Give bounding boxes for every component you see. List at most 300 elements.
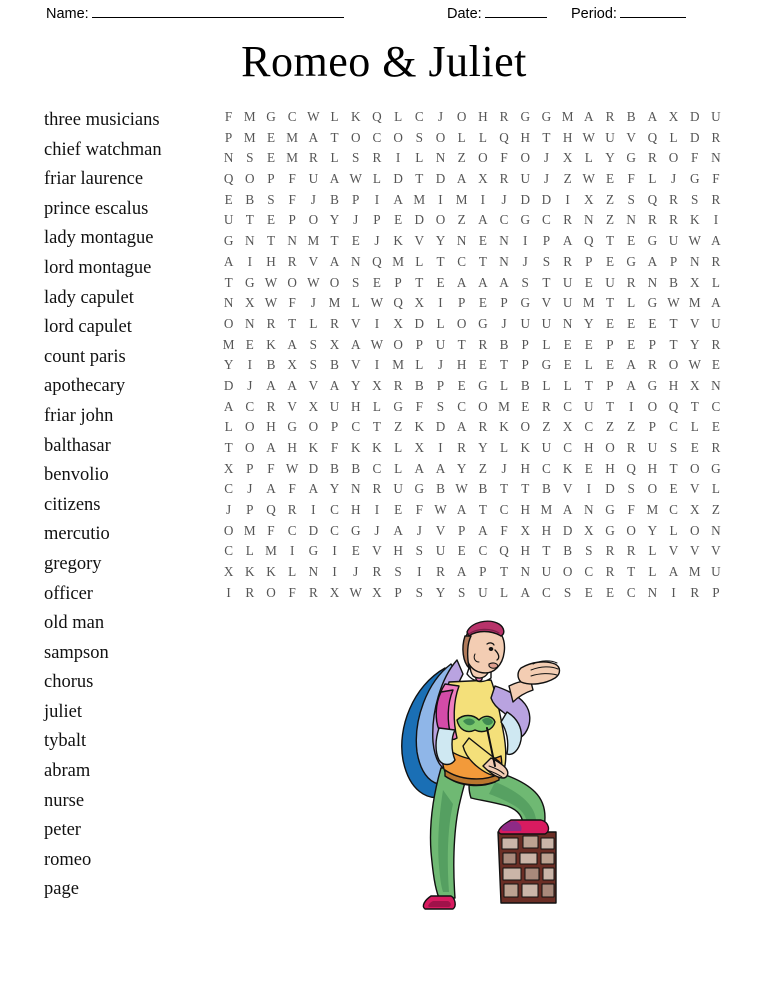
grid-cell[interactable]: A	[393, 191, 403, 207]
grid-cell[interactable]: V	[562, 481, 573, 497]
grid-cell[interactable]: F	[500, 522, 508, 538]
grid-cell[interactable]: O	[308, 212, 319, 228]
grid-cell[interactable]: G	[711, 460, 721, 476]
grid-cell[interactable]: J	[374, 522, 380, 538]
grid-cell[interactable]: Z	[627, 419, 636, 435]
grid-cell[interactable]: E	[584, 336, 593, 352]
grid-cell[interactable]: S	[309, 357, 318, 373]
grid-cell[interactable]: P	[373, 212, 381, 228]
grid-cell[interactable]: K	[266, 564, 276, 580]
grid-cell[interactable]: D	[605, 481, 615, 497]
grid-cell[interactable]: R	[287, 502, 297, 518]
grid-cell[interactable]: E	[245, 336, 254, 352]
grid-cell[interactable]: R	[287, 253, 297, 269]
grid-cell[interactable]: C	[711, 398, 721, 414]
grid-cell[interactable]: N	[520, 564, 530, 580]
word-list-item[interactable]: gregory	[44, 553, 102, 574]
grid-cell[interactable]: M	[328, 295, 341, 311]
grid-cell[interactable]: L	[542, 377, 551, 393]
grid-cell[interactable]: X	[668, 109, 679, 124]
grid-cell[interactable]: N	[711, 522, 721, 538]
grid-cell[interactable]: D	[223, 377, 234, 393]
grid-cell[interactable]: W	[285, 460, 299, 476]
grid-cell[interactable]: U	[329, 398, 340, 414]
word-list-item[interactable]: three musicians	[44, 110, 160, 130]
grid-cell[interactable]: I	[374, 315, 380, 331]
grid-cell[interactable]: R	[372, 481, 382, 497]
grid-cell[interactable]: O	[647, 481, 658, 497]
grid-cell[interactable]: E	[584, 274, 593, 290]
grid-cell[interactable]: T	[436, 253, 445, 269]
grid-cell[interactable]: E	[669, 481, 678, 497]
grid-cell[interactable]: C	[224, 481, 233, 497]
name-field[interactable]	[46, 4, 344, 23]
grid-cell[interactable]: E	[627, 336, 636, 352]
grid-cell[interactable]: U	[520, 171, 530, 187]
word-list-item[interactable]: page	[44, 879, 79, 900]
grid-cell[interactable]: C	[457, 253, 467, 269]
grid-cell[interactable]: L	[309, 315, 318, 331]
grid-cell[interactable]: W	[688, 233, 701, 249]
grid-cell[interactable]: X	[372, 377, 382, 393]
grid-cell[interactable]: A	[350, 336, 361, 352]
grid-cell[interactable]: S	[627, 191, 635, 207]
grid-cell[interactable]: N	[584, 212, 594, 228]
grid-cell[interactable]: O	[245, 419, 255, 435]
grid-cell[interactable]: P	[648, 419, 657, 435]
grid-cell[interactable]: L	[415, 357, 424, 373]
grid-cell[interactable]: O	[245, 171, 255, 187]
grid-cell[interactable]: E	[394, 212, 403, 228]
word-list-item[interactable]: citizens	[44, 494, 101, 515]
grid-cell[interactable]: X	[584, 191, 594, 207]
grid-cell[interactable]: P	[606, 336, 614, 352]
grid-cell[interactable]: E	[478, 357, 487, 373]
grid-cell[interactable]: C	[457, 398, 467, 414]
grid-cell[interactable]: O	[605, 440, 615, 455]
grid-cell[interactable]: J	[353, 212, 359, 228]
grid-cell[interactable]: W	[264, 274, 278, 290]
grid-cell[interactable]: H	[478, 109, 488, 124]
grid-cell[interactable]: A	[329, 171, 340, 187]
grid-cell[interactable]: N	[308, 564, 319, 580]
word-list-item[interactable]: lady montague	[44, 228, 154, 249]
grid-cell[interactable]: I	[247, 357, 252, 373]
grid-cell[interactable]: Y	[605, 150, 615, 166]
grid-cell[interactable]: A	[626, 377, 636, 393]
grid-cell[interactable]: P	[267, 171, 275, 187]
grid-cell[interactable]: O	[478, 150, 488, 166]
grid-cell[interactable]: A	[711, 233, 721, 249]
grid-cell[interactable]: R	[499, 109, 509, 124]
grid-cell[interactable]: Q	[584, 233, 594, 249]
grid-cell[interactable]: Q	[266, 502, 276, 518]
grid-cell[interactable]: H	[456, 357, 467, 373]
grid-cell[interactable]: L	[584, 150, 593, 166]
grid-cell[interactable]: L	[351, 295, 360, 311]
grid-cell[interactable]: A	[329, 253, 340, 269]
grid-cell[interactable]: M	[582, 295, 595, 311]
grid-cell[interactable]: L	[394, 440, 403, 455]
grid-cell[interactable]: E	[605, 357, 614, 373]
date-field[interactable]	[447, 4, 547, 23]
grid-cell[interactable]: V	[689, 481, 700, 497]
grid-cell[interactable]: J	[437, 357, 444, 373]
grid-cell[interactable]: S	[627, 481, 635, 497]
grid-cell[interactable]: W	[667, 295, 680, 311]
grid-cell[interactable]: U	[668, 233, 679, 249]
grid-cell[interactable]: A	[562, 233, 573, 249]
grid-cell[interactable]: U	[541, 440, 552, 455]
grid-cell[interactable]: K	[350, 109, 361, 124]
grid-cell[interactable]: F	[288, 171, 296, 187]
grid-cell[interactable]: L	[245, 543, 254, 559]
grid-cell[interactable]: D	[689, 109, 700, 124]
grid-cell[interactable]: E	[605, 584, 614, 600]
grid-cell[interactable]: X	[287, 357, 297, 373]
grid-cell[interactable]: Q	[626, 460, 636, 476]
grid-cell[interactable]: R	[669, 212, 678, 228]
grid-cell[interactable]: E	[351, 543, 360, 559]
grid-cell[interactable]: Z	[605, 419, 614, 435]
word-list-item[interactable]: friar laurence	[44, 169, 144, 190]
grid-cell[interactable]: T	[478, 253, 487, 269]
grid-cell[interactable]: J	[226, 502, 232, 518]
grid-cell[interactable]: V	[350, 315, 361, 331]
grid-cell[interactable]: X	[329, 584, 340, 600]
word-list-item[interactable]: officer	[44, 583, 93, 604]
grid-cell[interactable]: U	[605, 274, 615, 290]
grid-cell[interactable]: X	[584, 522, 594, 538]
grid-cell[interactable]: Z	[563, 171, 572, 187]
grid-cell[interactable]: A	[668, 564, 679, 580]
grid-cell[interactable]: C	[563, 440, 572, 455]
grid-cell[interactable]: G	[626, 150, 636, 166]
grid-cell[interactable]: M	[265, 543, 277, 559]
grid-cell[interactable]: Z	[457, 212, 466, 228]
grid-cell[interactable]: G	[287, 419, 297, 435]
grid-cell[interactable]: O	[329, 274, 340, 290]
grid-cell[interactable]: V	[308, 253, 319, 269]
grid-cell[interactable]: Q	[499, 543, 509, 559]
grid-cell[interactable]: H	[605, 460, 615, 476]
grid-cell[interactable]: T	[669, 460, 678, 476]
grid-cell[interactable]: H	[668, 377, 679, 393]
grid-cell[interactable]: O	[266, 584, 276, 600]
grid-cell[interactable]: G	[605, 502, 615, 518]
grid-cell[interactable]: E	[457, 543, 466, 559]
grid-cell[interactable]: H	[520, 460, 530, 476]
grid-cell[interactable]: W	[349, 584, 362, 600]
grid-cell[interactable]: N	[647, 274, 658, 290]
grid-cell[interactable]: M	[688, 295, 701, 311]
grid-cell[interactable]: E	[457, 377, 466, 393]
grid-cell[interactable]: E	[563, 336, 572, 352]
grid-cell[interactable]: D	[393, 171, 403, 187]
grid-cell[interactable]: A	[647, 253, 658, 269]
grid-cell[interactable]: H	[520, 129, 530, 145]
grid-cell[interactable]: U	[562, 274, 573, 290]
grid-cell[interactable]: I	[374, 502, 380, 518]
grid-cell[interactable]: E	[584, 460, 593, 476]
word-list-item[interactable]: mercutio	[44, 524, 110, 545]
grid-cell[interactable]: N	[499, 253, 509, 269]
grid-cell[interactable]: S	[542, 253, 551, 269]
grid-cell[interactable]: Q	[393, 295, 403, 311]
grid-cell[interactable]: W	[434, 502, 447, 518]
grid-cell[interactable]: A	[647, 109, 658, 124]
grid-cell[interactable]: L	[288, 564, 297, 580]
grid-cell[interactable]: R	[542, 398, 551, 414]
grid-cell[interactable]: K	[499, 419, 509, 435]
grid-cell[interactable]: P	[394, 274, 402, 290]
grid-cell[interactable]: J	[374, 233, 380, 249]
grid-cell[interactable]: U	[711, 315, 721, 331]
grid-cell[interactable]: U	[223, 212, 234, 228]
grid-cell[interactable]: A	[308, 481, 319, 497]
grid-cell[interactable]: G	[223, 233, 234, 249]
grid-cell[interactable]: X	[329, 336, 340, 352]
grid-cell[interactable]: O	[668, 150, 679, 166]
grid-cell[interactable]: U	[308, 171, 319, 187]
grid-cell[interactable]: S	[415, 543, 423, 559]
grid-cell[interactable]: Z	[394, 419, 403, 435]
grid-cell[interactable]: G	[605, 522, 615, 538]
grid-cell[interactable]: U	[647, 440, 658, 455]
grid-cell[interactable]: Q	[499, 129, 509, 145]
grid-cell[interactable]: A	[499, 274, 509, 290]
grid-cell[interactable]: N	[435, 150, 446, 166]
grid-cell[interactable]: C	[330, 502, 339, 518]
grid-cell[interactable]: I	[523, 233, 528, 249]
grid-cell[interactable]: C	[584, 564, 594, 580]
grid-cell[interactable]: G	[689, 171, 700, 187]
grid-cell[interactable]: V	[287, 398, 297, 414]
grid-cell[interactable]: K	[266, 336, 276, 352]
grid-cell[interactable]: J	[501, 191, 507, 207]
grid-cell[interactable]: M	[540, 502, 553, 518]
grid-cell[interactable]: P	[457, 522, 466, 538]
grid-cell[interactable]: R	[563, 212, 572, 228]
grid-cell[interactable]: I	[438, 440, 443, 455]
grid-cell[interactable]: R	[669, 191, 678, 207]
grid-cell[interactable]: I	[332, 564, 337, 580]
grid-cell[interactable]: M	[455, 191, 468, 207]
grid-cell[interactable]: S	[352, 150, 360, 166]
grid-cell[interactable]: G	[520, 295, 530, 311]
grid-cell[interactable]: G	[541, 357, 552, 373]
grid-cell[interactable]: M	[243, 129, 256, 145]
grid-cell[interactable]: M	[646, 502, 659, 518]
grid-cell[interactable]: R	[626, 543, 636, 559]
grid-cell[interactable]: N	[245, 233, 255, 249]
grid-cell[interactable]: B	[245, 191, 255, 207]
grid-cell[interactable]: R	[372, 150, 382, 166]
grid-cell[interactable]: P	[479, 564, 487, 580]
grid-cell[interactable]: D	[435, 171, 446, 187]
grid-cell[interactable]: H	[266, 419, 276, 435]
date-write-line[interactable]	[485, 4, 547, 18]
grid-cell[interactable]: E	[648, 315, 657, 331]
grid-cell[interactable]: L	[478, 129, 487, 145]
grid-cell[interactable]: R	[393, 377, 403, 393]
grid-cell[interactable]: Y	[350, 377, 361, 393]
grid-cell[interactable]: L	[648, 564, 657, 580]
grid-cell[interactable]: G	[308, 543, 319, 559]
grid-cell[interactable]: C	[372, 129, 382, 145]
grid-cell[interactable]: K	[562, 460, 573, 476]
grid-cell[interactable]: M	[222, 336, 235, 352]
grid-cell[interactable]: S	[521, 274, 529, 290]
grid-cell[interactable]: E	[266, 129, 275, 145]
grid-cell[interactable]: W	[455, 481, 468, 497]
grid-cell[interactable]: R	[605, 543, 615, 559]
grid-cell[interactable]: R	[690, 584, 700, 600]
grid-cell[interactable]: T	[478, 502, 487, 518]
grid-cell[interactable]: Z	[711, 502, 720, 518]
grid-cell[interactable]: W	[582, 129, 595, 145]
grid-cell[interactable]: G	[266, 109, 276, 124]
grid-cell[interactable]: I	[713, 212, 719, 228]
grid-cell[interactable]: R	[711, 440, 721, 455]
grid-cell[interactable]: T	[542, 129, 551, 145]
grid-cell[interactable]: L	[394, 109, 403, 124]
grid-cell[interactable]: P	[500, 295, 508, 311]
grid-cell[interactable]: N	[223, 150, 234, 166]
grid-cell[interactable]: V	[689, 315, 700, 331]
grid-cell[interactable]: D	[308, 522, 319, 538]
grid-cell[interactable]: U	[562, 295, 573, 311]
grid-cell[interactable]: T	[542, 543, 551, 559]
grid-cell[interactable]: G	[520, 109, 530, 124]
grid-cell[interactable]: F	[288, 191, 296, 207]
grid-cell[interactable]: I	[565, 191, 570, 207]
grid-cell[interactable]: Z	[605, 191, 614, 207]
grid-cell[interactable]: B	[414, 377, 424, 393]
grid-cell[interactable]: F	[330, 440, 339, 455]
grid-cell[interactable]: N	[223, 295, 234, 311]
grid-cell[interactable]: K	[350, 440, 361, 455]
grid-cell[interactable]: N	[689, 253, 700, 269]
grid-cell[interactable]: P	[521, 357, 529, 373]
grid-cell[interactable]: O	[435, 129, 446, 145]
grid-cell[interactable]: I	[395, 150, 401, 166]
grid-cell[interactable]: Y	[647, 522, 658, 538]
grid-cell[interactable]: U	[711, 109, 721, 124]
grid-cell[interactable]: R	[647, 212, 657, 228]
grid-cell[interactable]: M	[392, 253, 404, 269]
grid-cell[interactable]: T	[224, 274, 233, 290]
grid-cell[interactable]: X	[562, 419, 573, 435]
grid-cell[interactable]: M	[307, 233, 320, 249]
grid-cell[interactable]: M	[392, 357, 404, 373]
grid-cell[interactable]: S	[585, 543, 593, 559]
grid-cell[interactable]: C	[287, 109, 297, 124]
grid-cell[interactable]: M	[498, 398, 510, 414]
grid-cell[interactable]: V	[414, 233, 425, 249]
grid-cell[interactable]: X	[414, 295, 425, 311]
grid-cell[interactable]: N	[711, 377, 721, 393]
grid-cell[interactable]: H	[520, 543, 530, 559]
grid-cell[interactable]: Y	[584, 315, 594, 331]
grid-cell[interactable]: J	[310, 191, 316, 207]
grid-cell[interactable]: M	[413, 191, 426, 207]
grid-cell[interactable]: G	[414, 481, 425, 497]
grid-cell[interactable]: D	[562, 522, 573, 538]
grid-cell[interactable]: H	[520, 502, 530, 518]
grid-cell[interactable]: Z	[542, 419, 551, 435]
grid-cell[interactable]: C	[542, 212, 551, 228]
grid-cell[interactable]: J	[437, 109, 444, 124]
grid-cell[interactable]: E	[478, 233, 487, 249]
word-list-item[interactable]: apothecary	[44, 376, 126, 397]
grid-cell[interactable]: T	[224, 440, 233, 455]
grid-cell[interactable]: L	[563, 377, 572, 393]
grid-cell[interactable]: X	[689, 274, 700, 290]
grid-cell[interactable]: L	[457, 129, 466, 145]
grid-cell[interactable]: J	[501, 315, 507, 331]
grid-cell[interactable]: H	[584, 440, 594, 455]
grid-cell[interactable]: J	[310, 295, 316, 311]
grid-cell[interactable]: G	[541, 109, 552, 124]
grid-cell[interactable]: B	[520, 377, 530, 393]
grid-cell[interactable]: R	[711, 336, 721, 352]
grid-cell[interactable]: A	[223, 253, 234, 269]
grid-cell[interactable]: P	[521, 336, 529, 352]
grid-cell[interactable]: T	[669, 315, 678, 331]
word-list-item[interactable]: chorus	[44, 672, 94, 693]
grid-cell[interactable]: Q	[647, 129, 658, 145]
grid-cell[interactable]: R	[457, 440, 467, 455]
grid-cell[interactable]: P	[648, 336, 657, 352]
grid-cell[interactable]: E	[627, 315, 636, 331]
grid-cell[interactable]: D	[414, 315, 425, 331]
grid-cell[interactable]: K	[414, 419, 425, 435]
grid-cell[interactable]: O	[287, 274, 297, 290]
grid-cell[interactable]: S	[352, 274, 360, 290]
grid-cell[interactable]: H	[287, 440, 297, 455]
grid-cell[interactable]: B	[330, 191, 339, 207]
grid-cell[interactable]: I	[480, 191, 486, 207]
grid-cell[interactable]: R	[245, 584, 255, 600]
grid-cell[interactable]: O	[668, 357, 679, 373]
grid-cell[interactable]: C	[563, 398, 572, 414]
grid-cell[interactable]: H	[266, 253, 276, 269]
grid-cell[interactable]: F	[500, 150, 508, 166]
grid-cell[interactable]: W	[307, 109, 320, 124]
word-list-item[interactable]: abram	[44, 761, 91, 782]
grid-cell[interactable]: A	[287, 377, 297, 393]
grid-cell[interactable]: E	[266, 212, 275, 228]
grid-cell[interactable]: Q	[223, 171, 234, 187]
grid-cell[interactable]: A	[456, 274, 467, 290]
grid-cell[interactable]: Z	[605, 212, 614, 228]
grid-cell[interactable]: X	[520, 522, 530, 538]
grid-cell[interactable]: A	[456, 171, 467, 187]
grid-cell[interactable]: V	[626, 129, 636, 145]
word-list-item[interactable]: friar john	[44, 405, 114, 426]
grid-cell[interactable]: R	[266, 398, 276, 414]
grid-cell[interactable]: E	[690, 440, 699, 455]
grid-cell[interactable]: C	[499, 212, 509, 228]
grid-cell[interactable]: C	[669, 502, 678, 518]
grid-cell[interactable]: C	[245, 398, 255, 414]
grid-cell[interactable]: T	[266, 233, 275, 249]
grid-cell[interactable]: F	[267, 460, 275, 476]
grid-cell[interactable]: M	[286, 129, 299, 145]
grid-cell[interactable]: B	[542, 481, 551, 497]
grid-cell[interactable]: K	[372, 440, 382, 455]
